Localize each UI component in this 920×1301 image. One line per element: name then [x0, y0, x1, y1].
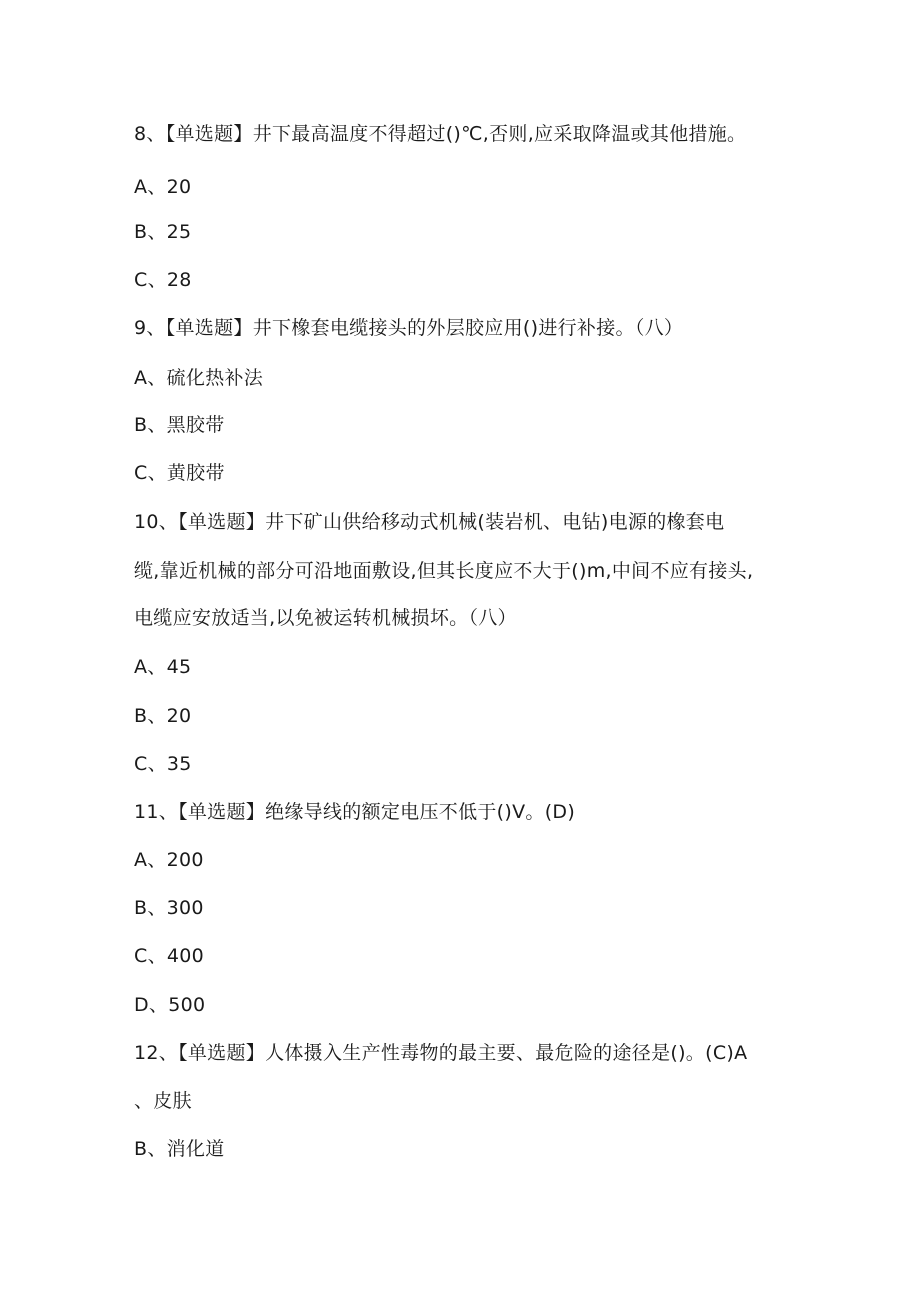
- question-9-option-b: B、黑胶带: [134, 414, 225, 436]
- question-8-text: 8、【单选题】井下最高温度不得超过()℃,否则,应采取降温或其他措施。: [134, 123, 747, 145]
- question-11-option-b: B、300: [134, 897, 204, 919]
- question-9-option-a: A、硫化热补法: [134, 367, 264, 389]
- question-12-option-b: B、消化道: [134, 1138, 225, 1160]
- question-11-text: 11、【单选题】绝缘导线的额定电压不低于()V。(D): [134, 801, 576, 823]
- question-12-text: 12、【单选题】人体摄入生产性毒物的最主要、最危险的途径是()。(C)A: [134, 1042, 748, 1064]
- question-10-option-c: C、35: [134, 753, 192, 775]
- question-11-option-d: D、500: [134, 994, 206, 1016]
- question-8-option-c: C、28: [134, 269, 192, 291]
- question-10-text-line-1: 10、【单选题】井下矿山供给移动式机械(装岩机、电钻)电源的橡套电: [134, 511, 725, 533]
- question-9-option-c: C、黄胶带: [134, 462, 225, 484]
- question-11-option-a: A、200: [134, 849, 204, 871]
- question-10-option-b: B、20: [134, 705, 192, 727]
- question-10-option-a: A、45: [134, 656, 192, 678]
- question-12-option-a-wrap: 、皮肤: [134, 1090, 192, 1112]
- question-8-option-a: A、20: [134, 176, 192, 198]
- question-10-text-line-2: 缆,靠近机械的部分可沿地面敷设,但其长度应不大于()m,中间不应有接头,: [134, 560, 754, 582]
- question-8-option-b: B、25: [134, 221, 192, 243]
- question-10-text-line-3: 电缆应安放适当,以免被运转机械损坏。（八）: [134, 607, 517, 629]
- question-9-text: 9、【单选题】井下橡套电缆接头的外层胶应用()进行补接。（八）: [134, 317, 684, 339]
- question-11-option-c: C、400: [134, 945, 205, 967]
